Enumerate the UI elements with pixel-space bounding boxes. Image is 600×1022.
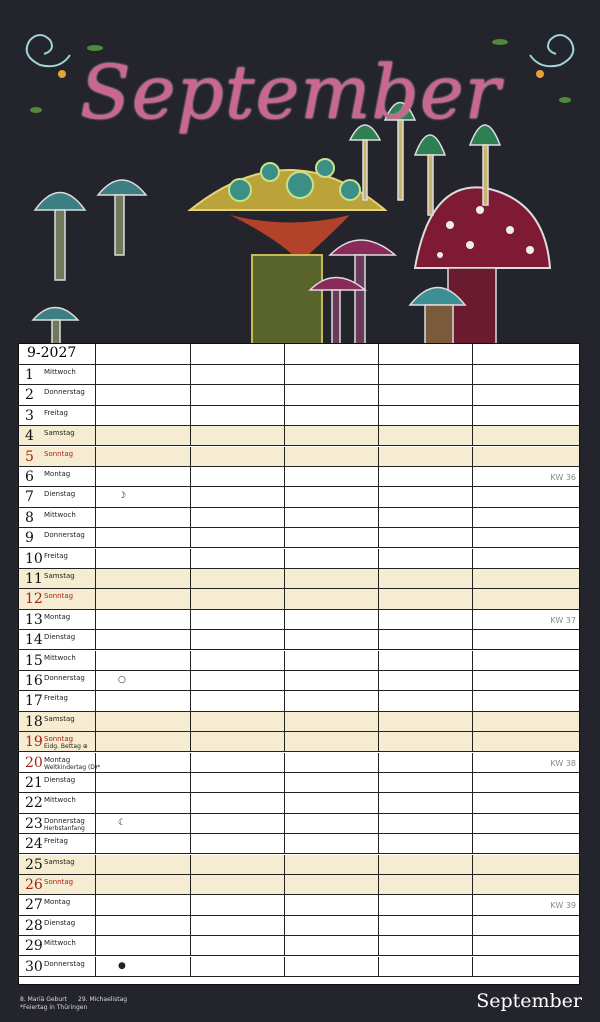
moon-phase-icon: ○ bbox=[118, 675, 126, 685]
entry-cell[interactable] bbox=[191, 793, 285, 812]
weekday-name: Dienstag bbox=[44, 490, 76, 499]
entry-cell[interactable] bbox=[379, 875, 473, 894]
day-row[interactable] bbox=[19, 406, 579, 426]
weekday-name: Samstag bbox=[44, 857, 75, 866]
weekday-name: Donnerstag bbox=[44, 959, 85, 968]
day-number: 20 bbox=[25, 754, 43, 771]
day-number: 8 bbox=[25, 509, 34, 526]
day-label-cell bbox=[19, 610, 96, 629]
entry-cell[interactable] bbox=[191, 610, 285, 629]
day-row[interactable] bbox=[19, 895, 579, 915]
day-row[interactable] bbox=[19, 793, 579, 813]
day-number: 9 bbox=[25, 530, 34, 547]
day-label-cell bbox=[19, 875, 96, 894]
day-row[interactable] bbox=[19, 426, 579, 446]
weekday-name: Samstag bbox=[44, 572, 75, 580]
day-row[interactable] bbox=[19, 651, 579, 671]
day-label-cell bbox=[19, 753, 101, 772]
entry-cell[interactable] bbox=[96, 610, 191, 629]
entry-cell[interactable] bbox=[285, 406, 379, 425]
day-number: 26 bbox=[25, 877, 43, 893]
day-row[interactable] bbox=[19, 671, 579, 691]
entry-cell[interactable] bbox=[285, 814, 379, 833]
holiday-note: Weltkindertag (D)* bbox=[44, 763, 101, 771]
entry-cell[interactable] bbox=[285, 855, 379, 874]
day-label-cell bbox=[19, 855, 96, 874]
calendar-week-label: KW 36 bbox=[550, 473, 576, 482]
day-row[interactable] bbox=[19, 957, 579, 977]
entry-cell[interactable] bbox=[379, 549, 473, 568]
entry-cell[interactable] bbox=[96, 814, 191, 833]
entry-cell[interactable] bbox=[379, 793, 473, 812]
weekday-name: Sonntag bbox=[44, 592, 74, 601]
entry-cell[interactable] bbox=[191, 406, 285, 425]
entry-cell[interactable] bbox=[285, 793, 379, 812]
footnote-middle: 29. Michaelistag bbox=[78, 996, 128, 1003]
day-label-cell bbox=[19, 793, 96, 812]
entry-cell[interactable] bbox=[285, 712, 379, 731]
day-number: 17 bbox=[25, 693, 43, 710]
entry-cell[interactable] bbox=[379, 691, 473, 710]
entry-cell[interactable] bbox=[191, 651, 285, 670]
weekday-name: Freitag bbox=[44, 551, 68, 560]
day-number: 4 bbox=[25, 428, 34, 445]
calendar-week-label: KW 39 bbox=[550, 901, 576, 911]
day-number: 30 bbox=[25, 958, 43, 975]
entry-cell[interactable] bbox=[96, 753, 191, 772]
entry-cell[interactable] bbox=[379, 773, 473, 792]
entry-cell[interactable] bbox=[379, 508, 473, 527]
column-4-header[interactable] bbox=[379, 344, 473, 364]
entry-cell[interactable] bbox=[191, 875, 285, 894]
entry-cell[interactable] bbox=[96, 732, 191, 751]
weekday-name: Dienstag bbox=[44, 776, 76, 784]
weekday-name: Freitag bbox=[44, 694, 68, 703]
day-number: 7 bbox=[25, 489, 34, 506]
column-1-header[interactable] bbox=[96, 344, 191, 364]
day-row[interactable] bbox=[19, 589, 579, 609]
entry-cell[interactable] bbox=[379, 385, 473, 404]
day-row[interactable] bbox=[19, 528, 579, 548]
day-label-cell bbox=[19, 508, 96, 527]
day-label-cell bbox=[19, 447, 96, 466]
weekday-name: Donnerstag bbox=[44, 674, 85, 682]
entry-cell[interactable] bbox=[285, 753, 379, 772]
entry-cell[interactable] bbox=[96, 916, 191, 935]
entry-cell[interactable] bbox=[379, 916, 473, 935]
day-number: 25 bbox=[25, 856, 43, 873]
calendar-week-label: KW 38 bbox=[550, 758, 576, 768]
entry-cell[interactable] bbox=[379, 447, 473, 466]
entry-cell[interactable] bbox=[191, 916, 285, 935]
entry-cell[interactable] bbox=[191, 385, 285, 404]
footer-month: September bbox=[476, 990, 582, 1012]
mushroom-illustration bbox=[0, 0, 600, 345]
entry-cell[interactable] bbox=[96, 487, 191, 506]
moon-phase-icon: ☾ bbox=[118, 817, 127, 828]
day-number: 19 bbox=[25, 734, 43, 751]
weekday-name: Freitag bbox=[44, 837, 68, 846]
day-label-cell bbox=[19, 569, 96, 588]
entry-cell[interactable] bbox=[96, 528, 191, 547]
weekday-name: Montag bbox=[44, 898, 71, 907]
entry-cell[interactable] bbox=[285, 549, 379, 568]
day-row[interactable] bbox=[19, 365, 579, 385]
entry-cell[interactable] bbox=[96, 467, 191, 486]
day-number: 22 bbox=[25, 795, 43, 812]
entry-cell[interactable] bbox=[96, 957, 191, 976]
entry-cell[interactable] bbox=[379, 671, 473, 690]
day-row[interactable] bbox=[19, 712, 579, 732]
entry-cell[interactable] bbox=[96, 691, 191, 710]
day-number: 10 bbox=[25, 550, 43, 567]
entry-cell[interactable] bbox=[285, 365, 379, 384]
entry-cell[interactable] bbox=[191, 365, 285, 384]
day-row[interactable] bbox=[19, 732, 579, 752]
entry-cell[interactable] bbox=[191, 487, 285, 506]
day-number: 1 bbox=[25, 367, 34, 383]
entry-cell[interactable] bbox=[285, 691, 379, 710]
day-row[interactable] bbox=[19, 569, 579, 589]
entry-cell[interactable] bbox=[379, 834, 473, 853]
entry-cell[interactable] bbox=[285, 651, 379, 670]
entry-cell[interactable] bbox=[96, 589, 191, 608]
day-row[interactable] bbox=[19, 753, 579, 773]
day-row[interactable] bbox=[19, 385, 579, 405]
entry-cell[interactable] bbox=[379, 855, 473, 874]
entry-cell[interactable] bbox=[285, 732, 379, 751]
day-label-cell bbox=[19, 549, 96, 568]
weekday-name: Mittwoch bbox=[44, 939, 76, 948]
day-label-cell bbox=[19, 814, 96, 833]
entry-cell[interactable] bbox=[191, 691, 285, 710]
entry-cell[interactable] bbox=[285, 630, 379, 649]
day-label-cell bbox=[19, 957, 96, 976]
day-row[interactable] bbox=[19, 487, 579, 507]
day-label-cell bbox=[19, 651, 96, 670]
entry-cell[interactable] bbox=[285, 467, 379, 486]
entry-cell[interactable] bbox=[285, 589, 379, 608]
entry-cell[interactable] bbox=[96, 630, 191, 649]
entry-cell[interactable] bbox=[379, 936, 473, 955]
entry-cell[interactable] bbox=[96, 875, 191, 894]
entry-cell[interactable] bbox=[191, 671, 285, 690]
entry-cell[interactable] bbox=[379, 712, 473, 731]
entry-cell[interactable] bbox=[96, 569, 191, 588]
entry-cell[interactable] bbox=[379, 651, 473, 670]
day-label-cell bbox=[19, 712, 96, 731]
entry-cell[interactable] bbox=[379, 895, 473, 914]
month-year-cell bbox=[19, 344, 96, 364]
day-row[interactable] bbox=[19, 834, 579, 854]
day-number: 28 bbox=[25, 917, 43, 934]
entry-cell[interactable] bbox=[191, 630, 285, 649]
day-number: 6 bbox=[25, 469, 34, 485]
day-label-cell bbox=[19, 365, 96, 384]
entry-cell[interactable] bbox=[285, 773, 379, 792]
entry-cell[interactable] bbox=[379, 589, 473, 608]
entry-cell[interactable] bbox=[379, 467, 473, 486]
entry-cell[interactable] bbox=[379, 528, 473, 547]
entry-cell[interactable] bbox=[379, 365, 473, 384]
month-title: September bbox=[80, 50, 502, 136]
entry-cell[interactable] bbox=[379, 957, 473, 976]
day-number: 18 bbox=[25, 713, 43, 730]
entry-cell[interactable] bbox=[285, 936, 379, 955]
day-row[interactable] bbox=[19, 508, 579, 528]
entry-cell[interactable] bbox=[96, 855, 191, 874]
entry-cell[interactable] bbox=[191, 426, 285, 445]
entry-cell[interactable] bbox=[379, 426, 473, 445]
weekday-name: Samstag bbox=[44, 714, 75, 723]
weekday-name: Mittwoch bbox=[44, 796, 76, 805]
holiday-note: Eidg. Bettag ⊕ bbox=[44, 743, 88, 751]
day-row[interactable] bbox=[19, 814, 579, 834]
day-row[interactable] bbox=[19, 773, 579, 793]
day-row[interactable] bbox=[19, 447, 579, 467]
day-row[interactable] bbox=[19, 875, 579, 895]
entry-cell[interactable] bbox=[379, 569, 473, 588]
day-label-cell bbox=[19, 630, 96, 649]
entry-cell[interactable] bbox=[191, 753, 285, 772]
day-number: 3 bbox=[25, 407, 34, 424]
entry-cell[interactable] bbox=[285, 447, 379, 466]
entry-cell[interactable] bbox=[191, 712, 285, 731]
day-number: 29 bbox=[25, 938, 43, 955]
entry-cell[interactable] bbox=[379, 610, 473, 629]
entry-cell[interactable] bbox=[96, 365, 191, 384]
weekday-name: Montag bbox=[44, 755, 71, 764]
day-number: 2 bbox=[25, 387, 34, 404]
day-number: 23 bbox=[25, 815, 43, 832]
weekday-name: Sonntag bbox=[44, 735, 74, 744]
entry-cell[interactable] bbox=[285, 957, 379, 976]
entry-cell[interactable] bbox=[191, 855, 285, 874]
month-year: 9-2027 bbox=[27, 345, 77, 361]
weekday-name: Montag bbox=[44, 612, 71, 621]
entry-cell[interactable] bbox=[379, 814, 473, 833]
entry-cell[interactable] bbox=[191, 814, 285, 833]
weekday-name: Dienstag bbox=[44, 918, 76, 927]
entry-cell[interactable] bbox=[96, 895, 191, 914]
entry-cell[interactable] bbox=[285, 875, 379, 894]
day-number: 5 bbox=[25, 448, 34, 465]
holiday-note: Herbstanfang bbox=[44, 824, 85, 832]
weekday-name: Freitag bbox=[44, 408, 68, 417]
entry-cell[interactable] bbox=[191, 773, 285, 792]
day-label-cell bbox=[19, 916, 96, 935]
grid-header-row bbox=[19, 344, 579, 365]
day-label-cell bbox=[19, 528, 96, 547]
day-row[interactable] bbox=[19, 855, 579, 875]
weekday-name: Samstag bbox=[44, 429, 75, 438]
entry-cell[interactable] bbox=[191, 447, 285, 466]
day-label-cell bbox=[19, 895, 96, 914]
weekday-name: Dienstag bbox=[44, 633, 76, 642]
entry-cell[interactable] bbox=[96, 834, 191, 853]
entry-cell[interactable] bbox=[96, 406, 191, 425]
day-number: 13 bbox=[25, 611, 43, 628]
day-label-cell bbox=[19, 589, 96, 608]
entry-cell[interactable] bbox=[191, 732, 285, 751]
entry-cell[interactable] bbox=[379, 732, 473, 751]
weekday-name: Mittwoch bbox=[44, 653, 76, 662]
weekday-name: Mittwoch bbox=[44, 510, 76, 519]
day-label-cell bbox=[19, 773, 96, 792]
entry-cell[interactable] bbox=[96, 508, 191, 527]
entry-cell[interactable] bbox=[96, 651, 191, 670]
day-number: 24 bbox=[25, 836, 43, 853]
entry-cell[interactable] bbox=[191, 589, 285, 608]
entry-cell[interactable] bbox=[379, 406, 473, 425]
weekday-name: Sonntag bbox=[44, 878, 74, 886]
entry-cell[interactable] bbox=[96, 426, 191, 445]
moon-phase-icon: ☽ bbox=[118, 491, 127, 502]
entry-cell[interactable] bbox=[191, 569, 285, 588]
day-row[interactable] bbox=[19, 691, 579, 711]
weekday-name: Montag bbox=[44, 470, 71, 478]
weekday-name: Donnerstag bbox=[44, 531, 85, 540]
day-number: 21 bbox=[25, 775, 43, 791]
day-label-cell bbox=[19, 834, 96, 853]
weekday-name: Sonntag bbox=[44, 449, 74, 458]
entry-cell[interactable] bbox=[285, 834, 379, 853]
day-row[interactable] bbox=[19, 467, 579, 487]
entry-cell[interactable] bbox=[285, 528, 379, 547]
calendar-week-label: KW 37 bbox=[550, 615, 576, 625]
entry-cell[interactable] bbox=[191, 528, 285, 547]
day-label-cell bbox=[19, 936, 96, 955]
entry-cell[interactable] bbox=[379, 630, 473, 649]
day-label-cell bbox=[19, 691, 96, 710]
weekday-name: Mittwoch bbox=[44, 368, 76, 376]
weekday-name: Donnerstag bbox=[44, 388, 85, 397]
day-number: 11 bbox=[25, 571, 43, 587]
day-row[interactable] bbox=[19, 549, 579, 569]
day-label-cell bbox=[19, 732, 96, 751]
entry-cell[interactable] bbox=[285, 385, 379, 404]
footnote-left-2: *Feiertag in Thüringen bbox=[20, 1004, 88, 1011]
entry-cell[interactable] bbox=[191, 549, 285, 568]
entry-cell[interactable] bbox=[191, 467, 285, 486]
moon-phase-icon: ● bbox=[118, 960, 126, 971]
entry-cell[interactable] bbox=[285, 426, 379, 445]
entry-cell[interactable] bbox=[191, 834, 285, 853]
column-3-header[interactable] bbox=[285, 344, 379, 364]
day-row[interactable] bbox=[19, 630, 579, 650]
day-label-cell bbox=[19, 406, 96, 425]
entry-cell[interactable] bbox=[191, 957, 285, 976]
entry-cell[interactable] bbox=[285, 916, 379, 935]
entry-cell[interactable] bbox=[96, 549, 191, 568]
entry-cell[interactable] bbox=[285, 487, 379, 506]
day-number: 16 bbox=[25, 673, 43, 689]
column-2-header[interactable] bbox=[191, 344, 285, 364]
entry-cell[interactable] bbox=[191, 895, 285, 914]
entry-cell[interactable] bbox=[379, 753, 473, 772]
entry-cell[interactable] bbox=[285, 671, 379, 690]
entry-cell[interactable] bbox=[96, 447, 191, 466]
day-label-cell bbox=[19, 467, 96, 486]
day-label-cell bbox=[19, 671, 96, 690]
entry-cell[interactable] bbox=[285, 508, 379, 527]
entry-cell[interactable] bbox=[285, 610, 379, 629]
day-row[interactable] bbox=[19, 936, 579, 956]
entry-cell[interactable] bbox=[285, 569, 379, 588]
entry-cell[interactable] bbox=[191, 508, 285, 527]
entry-cell[interactable] bbox=[96, 385, 191, 404]
entry-cell[interactable] bbox=[96, 773, 191, 792]
entry-cell[interactable] bbox=[96, 936, 191, 955]
weekday-name: Donnerstag bbox=[44, 816, 85, 825]
day-number: 12 bbox=[25, 591, 43, 608]
entry-cell[interactable] bbox=[96, 712, 191, 731]
day-label-cell bbox=[19, 426, 96, 445]
calendar-grid bbox=[18, 343, 580, 985]
entry-cell[interactable] bbox=[379, 487, 473, 506]
day-row[interactable] bbox=[19, 610, 579, 630]
day-number: 14 bbox=[25, 632, 43, 649]
entry-cell[interactable] bbox=[96, 793, 191, 812]
entry-cell[interactable] bbox=[285, 895, 379, 914]
day-number: 15 bbox=[25, 652, 43, 669]
day-number: 27 bbox=[25, 897, 43, 914]
footnote-left: 8. Mariä Geburt bbox=[20, 996, 67, 1003]
day-row[interactable] bbox=[19, 916, 579, 936]
day-label-cell bbox=[19, 385, 96, 404]
day-label-cell bbox=[19, 487, 96, 506]
entry-cell[interactable] bbox=[191, 936, 285, 955]
entry-cell[interactable] bbox=[96, 671, 191, 690]
